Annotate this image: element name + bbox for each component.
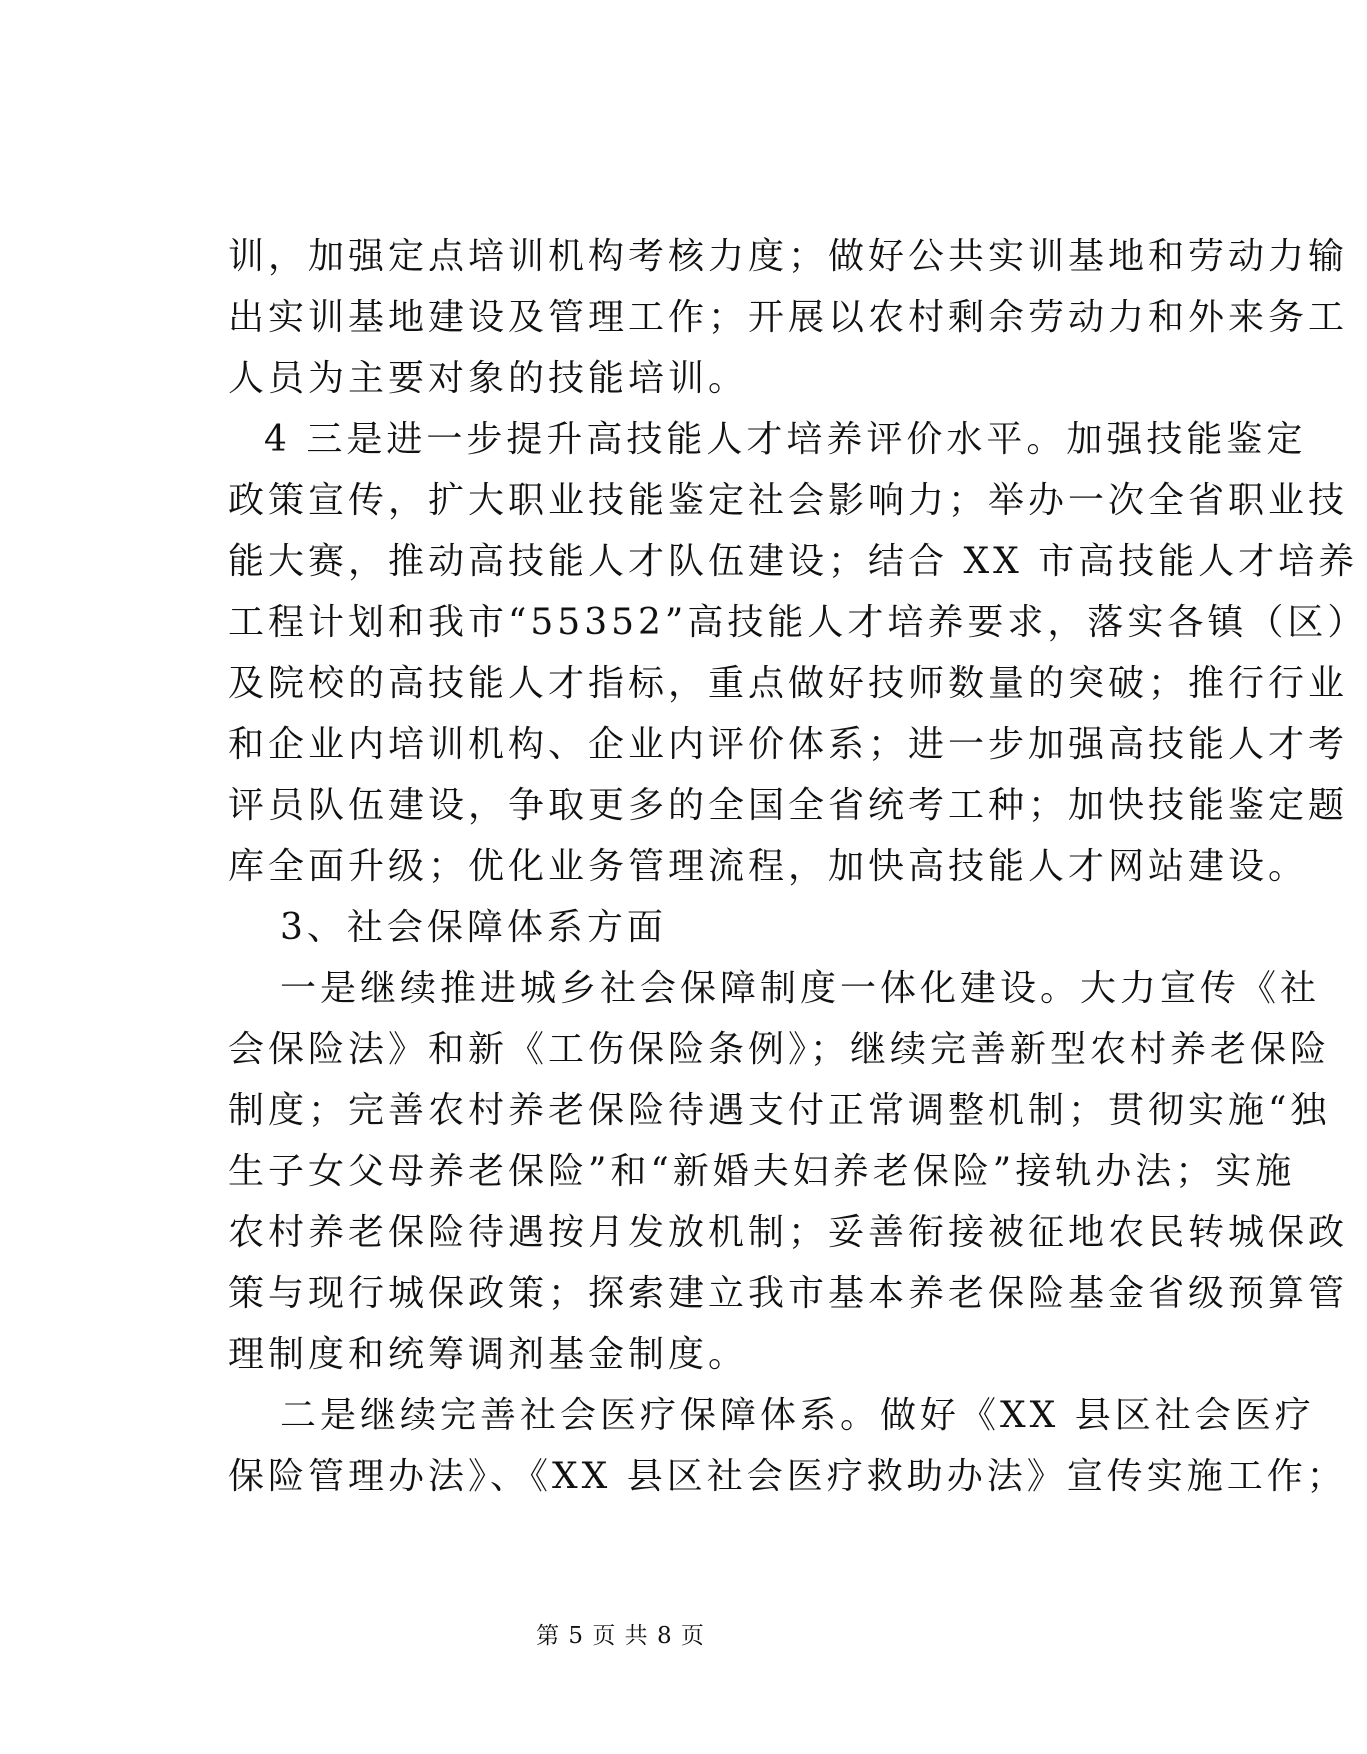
text-line: 理制度和统筹调剂基金制度。 [228, 1334, 749, 1375]
paragraph-start-line: 一是继续推进城乡社会保障制度一体化建设。大力宣传《社 [280, 968, 1321, 1009]
text-line: 政策宣传，扩大职业技能鉴定社会影响力；举办一次全省职业技 [228, 480, 1349, 521]
text-line: 农村养老保险待遇按月发放机制；妥善衔接被征地农民转城保政 [228, 1212, 1349, 1253]
text-line: 及院校的高技能人才指标，重点做好技师数量的突破；推行行业 [228, 663, 1349, 704]
text-line: 策与现行城保政策；探索建立我市基本养老保险基金省级预算管 [228, 1273, 1349, 1314]
text-line: 能大赛，推动高技能人才队伍建设；结合 XX 市高技能人才培养 [228, 541, 1359, 582]
text-line: 训，加强定点培训机构考核力度；做好公共实训基地和劳动力输 [228, 236, 1349, 277]
body-text [228, 226, 1367, 1507]
page-number-footer: 第 5 页 共 8 页 [536, 1623, 705, 1649]
text-line: 人员为主要对象的技能培训。 [228, 358, 749, 399]
text-line: 出实训基地建设及管理工作；开展以农村剩余劳动力和外来务工 [228, 297, 1349, 338]
text-line: 工程计划和我市“55352”高技能人才培养要求，落实各镇（区） [228, 602, 1367, 643]
text-line: 会保险法》和新《工伤保险条例》；继续完善新型农村养老保险 [228, 1029, 1331, 1070]
text-line: 生子女父母养老保险”和“新婚夫妇养老保险”接轨办法；实施 [228, 1151, 1296, 1192]
text-line: 制度；完善农村养老保险待遇支付正常调整机制；贯彻实施“独 [228, 1090, 1331, 1131]
paragraph-start-line: 4 三是进一步提升高技能人才培养评价水平。加强技能鉴定 [264, 419, 1307, 460]
text-line: 和企业内培训机构、企业内评价体系；进一步加强高技能人才考 [228, 724, 1349, 765]
text-line: 评员队伍建设，争取更多的全国全省统考工种；加快技能鉴定题 [228, 785, 1349, 826]
paragraph-start-line: 二是继续完善社会医疗保障体系。做好《XX 县区社会医疗 [280, 1395, 1315, 1436]
section-heading: 3、社会保障体系方面 [280, 907, 667, 948]
text-line: 库全面升级；优化业务管理流程，加快高技能人才网站建设。 [228, 846, 1309, 887]
text-line: 保险管理办法》、《XX 县区社会医疗救助办法》宣传实施工作； [228, 1456, 1347, 1497]
